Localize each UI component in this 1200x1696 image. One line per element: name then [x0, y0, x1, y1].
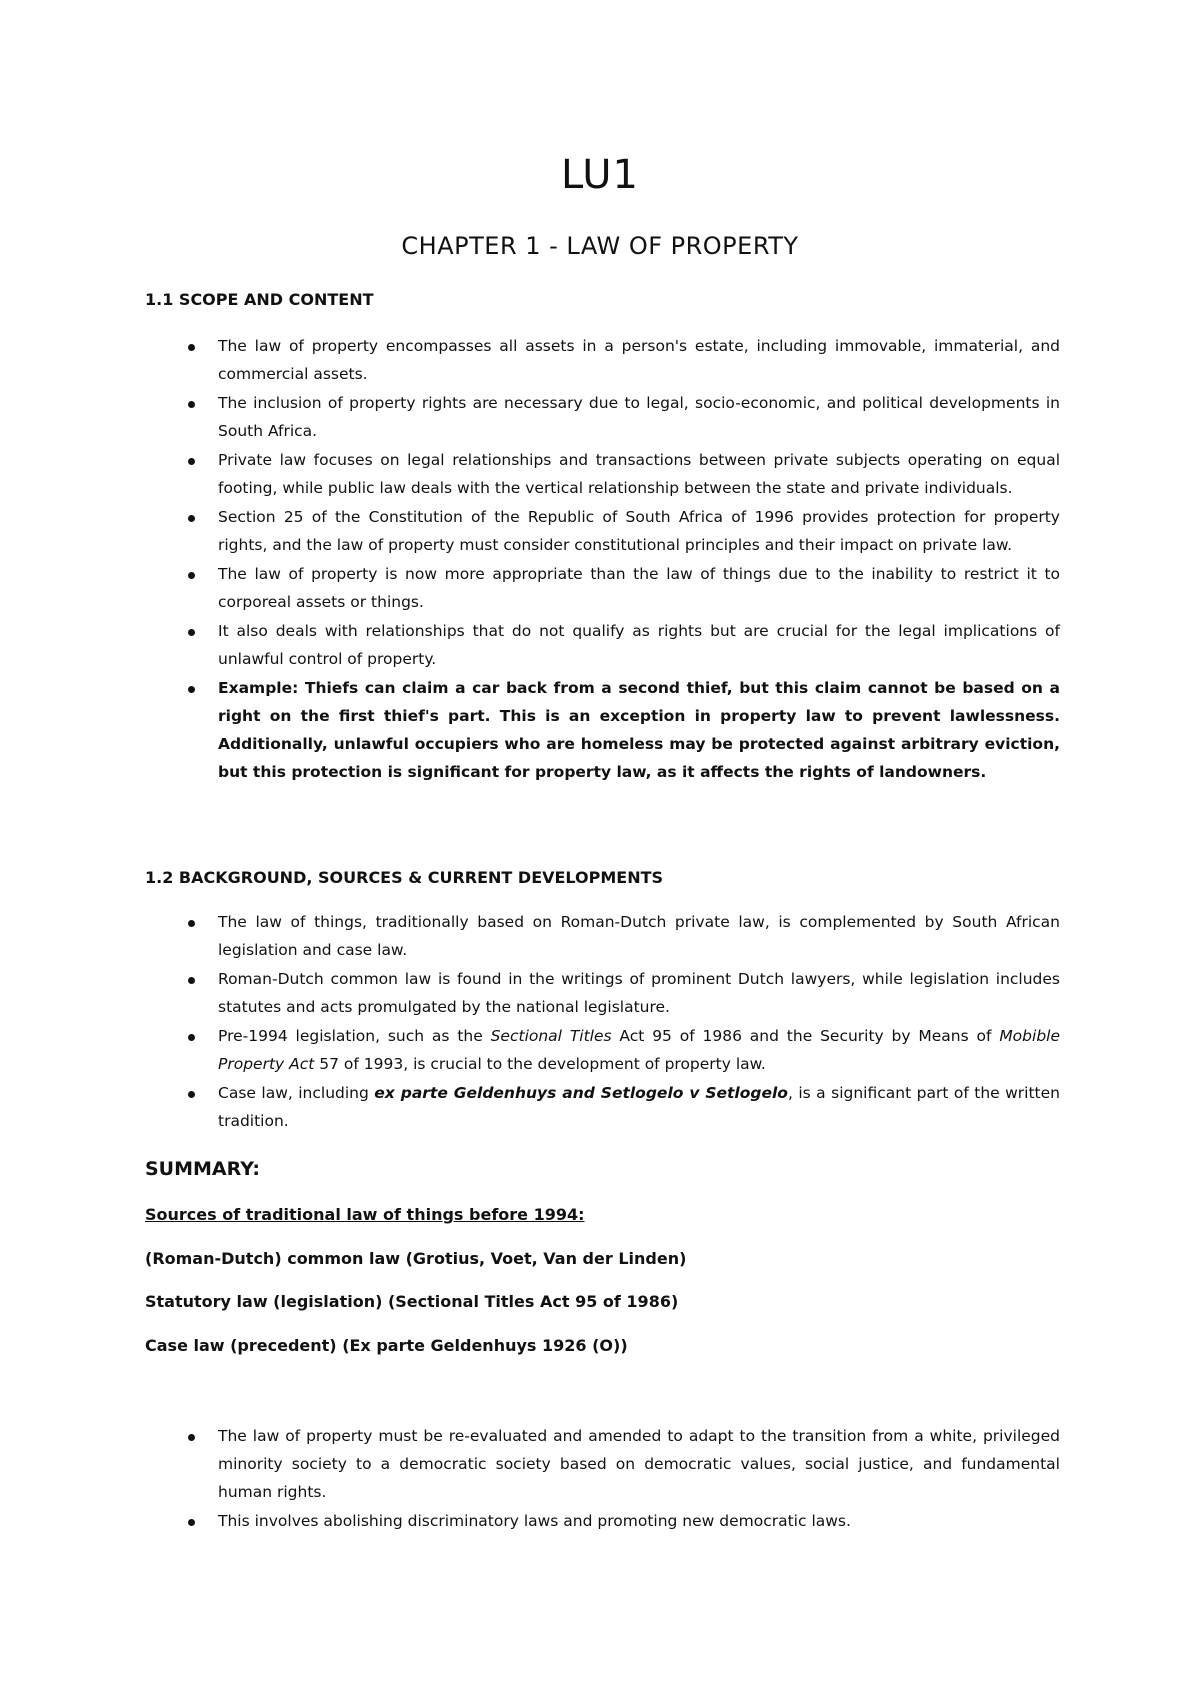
summary-line-common-law: (Roman-Dutch) common law (Grotius, Voet, Van der Linden): [145, 1249, 687, 1268]
list-item: [145, 446, 1060, 502]
list-item: [145, 1022, 1060, 1078]
document-title: LU1: [560, 152, 640, 198]
list-item-text: Private law focuses on legal relationships and transactions between private subjects operating on equal footing, while public law deals with the vertical relationship between the state and private individuals.: [218, 451, 1060, 497]
bullet-icon: [188, 572, 195, 579]
bullet-icon: [188, 458, 195, 465]
closing-bullet-list: [145, 1422, 1060, 1536]
list-item: [145, 1079, 1060, 1135]
bullet-icon: [188, 977, 195, 984]
list-item: [145, 908, 1060, 964]
list-item-text: It also deals with relationships that do not qualify as rights but are crucial for the legal implications of unlawful control of property.: [218, 622, 1060, 668]
list-item-text: The law of property is now more appropriate than the law of things due to the inability to restrict it to corporeal assets or things.: [218, 565, 1060, 611]
bullet-icon: [188, 1434, 195, 1441]
text-fragment: 57 of 1993, is crucial to the development of property law.: [314, 1055, 766, 1073]
bullet-icon: [188, 344, 195, 351]
bullet-icon: [188, 686, 195, 693]
list-item-text: Example: Thiefs can claim a car back from a second thief, but this claim cannot be based on a right on the first thief's part. This is an exception in property law to prevent lawlessness. Additionally, unlawful occupiers who are homeless may be protected against arbitrary eviction, but this protection is significant for property law, as it affects the rights of landowners.: [218, 679, 1060, 781]
list-item: [145, 332, 1060, 388]
list-item-text: The law of property encompasses all assets in a person's estate, including immovable, immaterial, and commercial assets.: [218, 337, 1060, 383]
list-item: [145, 617, 1060, 673]
list-item-text: Roman-Dutch common law is found in the writings of prominent Dutch lawyers, while legislation includes statutes and acts promulgated by the national legislature.: [218, 970, 1060, 1016]
case-names: ex parte Geldenhuys and Setlogelo v Setlogelo: [374, 1084, 788, 1102]
list-item-text: This involves abolishing discriminatory laws and promoting new democratic laws.: [218, 1512, 851, 1530]
list-item: [145, 965, 1060, 1021]
section-heading-scope: 1.1 SCOPE AND CONTENT: [145, 290, 374, 309]
summary-line-statutory-law: Statutory law (legislation) (Sectional Titles Act 95 of 1986): [145, 1292, 679, 1311]
list-item: [145, 389, 1060, 445]
list-item: [145, 503, 1060, 559]
bullet-icon: [188, 515, 195, 522]
summary-line-case-law: Case law (precedent) (Ex parte Geldenhuys 1926 (O)): [145, 1336, 628, 1355]
bullet-icon: [188, 1519, 195, 1526]
list-item: [145, 1422, 1060, 1506]
summary-title: SUMMARY:: [145, 1158, 260, 1180]
bullet-icon: [188, 629, 195, 636]
list-item-example: [145, 674, 1060, 786]
bullet-icon: [188, 401, 195, 408]
background-bullet-list: [145, 908, 1060, 1136]
text-fragment: , is a significant part of the written tradition.: [218, 1084, 1060, 1130]
text-fragment: Case law, including: [218, 1084, 375, 1102]
act-title: Mobible Property Act: [218, 1027, 1060, 1073]
chapter-title: CHAPTER 1 - LAW OF PROPERTY: [401, 232, 799, 260]
bullet-icon: [188, 1091, 195, 1098]
bullet-icon: [188, 920, 195, 927]
summary-sources-heading: Sources of traditional law of things before 1994:: [145, 1205, 585, 1224]
list-item-text: Section 25 of the Constitution of the Republic of South Africa of 1996 provides protection for property rights, and the law of property must consider constitutional principles and their impact on private law.: [218, 508, 1060, 554]
act-title: Sectional Titles: [490, 1027, 612, 1045]
scope-bullet-list: [145, 332, 1060, 787]
list-item-text: The law of property must be re-evaluated and amended to adapt to the transition from a white, privileged minority society to a democratic society based on democratic values, social justice, and fundamental human rights.: [218, 1427, 1060, 1501]
bullet-icon: [188, 1034, 195, 1041]
list-item-text: The law of things, traditionally based on Roman-Dutch private law, is complemented by South African legislation and case law.: [218, 913, 1060, 959]
section-heading-background: 1.2 BACKGROUND, SOURCES & CURRENT DEVELOPMENTS: [145, 868, 664, 887]
list-item-text: The inclusion of property rights are necessary due to legal, socio-economic, and political developments in South Africa.: [218, 394, 1060, 440]
list-item: [145, 560, 1060, 616]
text-fragment: Act 95 of 1986 and the Security by Means of: [611, 1027, 1000, 1045]
list-item: [145, 1507, 1060, 1535]
text-fragment: Pre-1994 legislation, such as the: [218, 1027, 491, 1045]
